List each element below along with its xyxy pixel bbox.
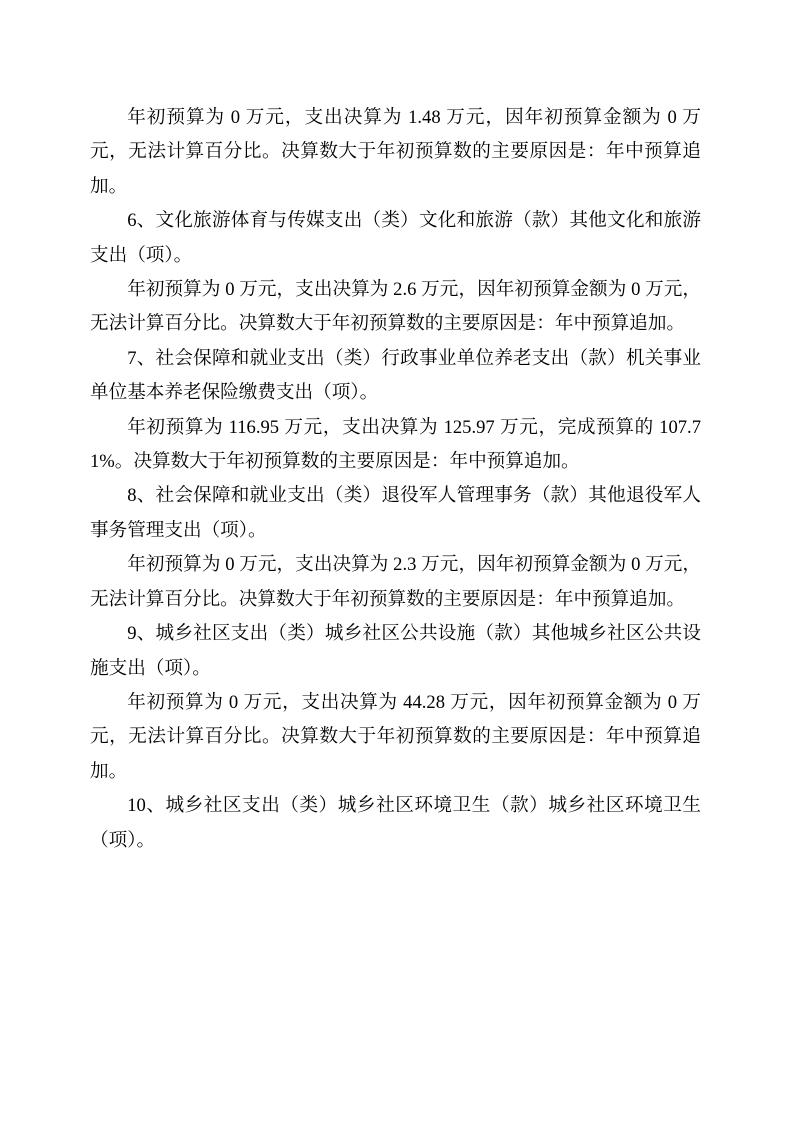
paragraph-item7-budget-detail: 年初预算为 116.95 万元，支出决算为 125.97 万元，完成预算的 107.71%。决算数大于年初预算数的主要原因是：年中预算追加。 (90, 416, 701, 473)
paragraph-item9-heading: 9、城乡社区支出（类）城乡社区公共设施（款）其他城乡社区公共设施支出（项）。 (90, 623, 701, 679)
paragraph-item10-heading: 10、城乡社区支出（类）城乡社区环境卫生（款）城乡社区环境卫生（项）。 (90, 795, 701, 851)
paragraph-item8-heading: 8、社会保障和就业支出（类）退役军人管理事务（款）其他退役军人事务管理支出（项）。 (90, 485, 701, 541)
paragraph-item7-heading: 7、社会保障和就业支出（类）行政事业单位养老支出（款）机关事业单位基本养老保险缴费支出（项）。 (90, 347, 701, 404)
paragraph-item8-budget-detail: 年初预算为 0 万元，支出决算为 2.3 万元，因年初预算金额为 0 万元，无法计算百分比。决算数大于年初预算数的主要原因是：年中预算追加。 (90, 554, 701, 610)
paragraph-item6-heading: 6、文化旅游体育与传媒支出（类）文化和旅游（款）其他文化和旅游支出（项）。 (90, 210, 701, 266)
paragraph-item5-budget-detail: 年初预算为 0 万元，支出决算为 1.48 万元，因年初预算金额为 0 万元，无法计算百分比。决算数大于年初预算数的主要原因是：年中预算追加。 (90, 107, 701, 197)
paragraph-item6-budget-detail: 年初预算为 0 万元，支出决算为 2.6 万元，因年初预算金额为 0 万元，无法计算百分比。决算数大于年初预算数的主要原因是：年中预算追加。 (90, 279, 701, 335)
paragraph-item9-budget-detail: 年初预算为 0 万元，支出决算为 44.28 万元，因年初预算金额为 0 万元，无法计算百分比。决算数大于年初预算数的主要原因是：年中预算追加。 (90, 691, 701, 782)
